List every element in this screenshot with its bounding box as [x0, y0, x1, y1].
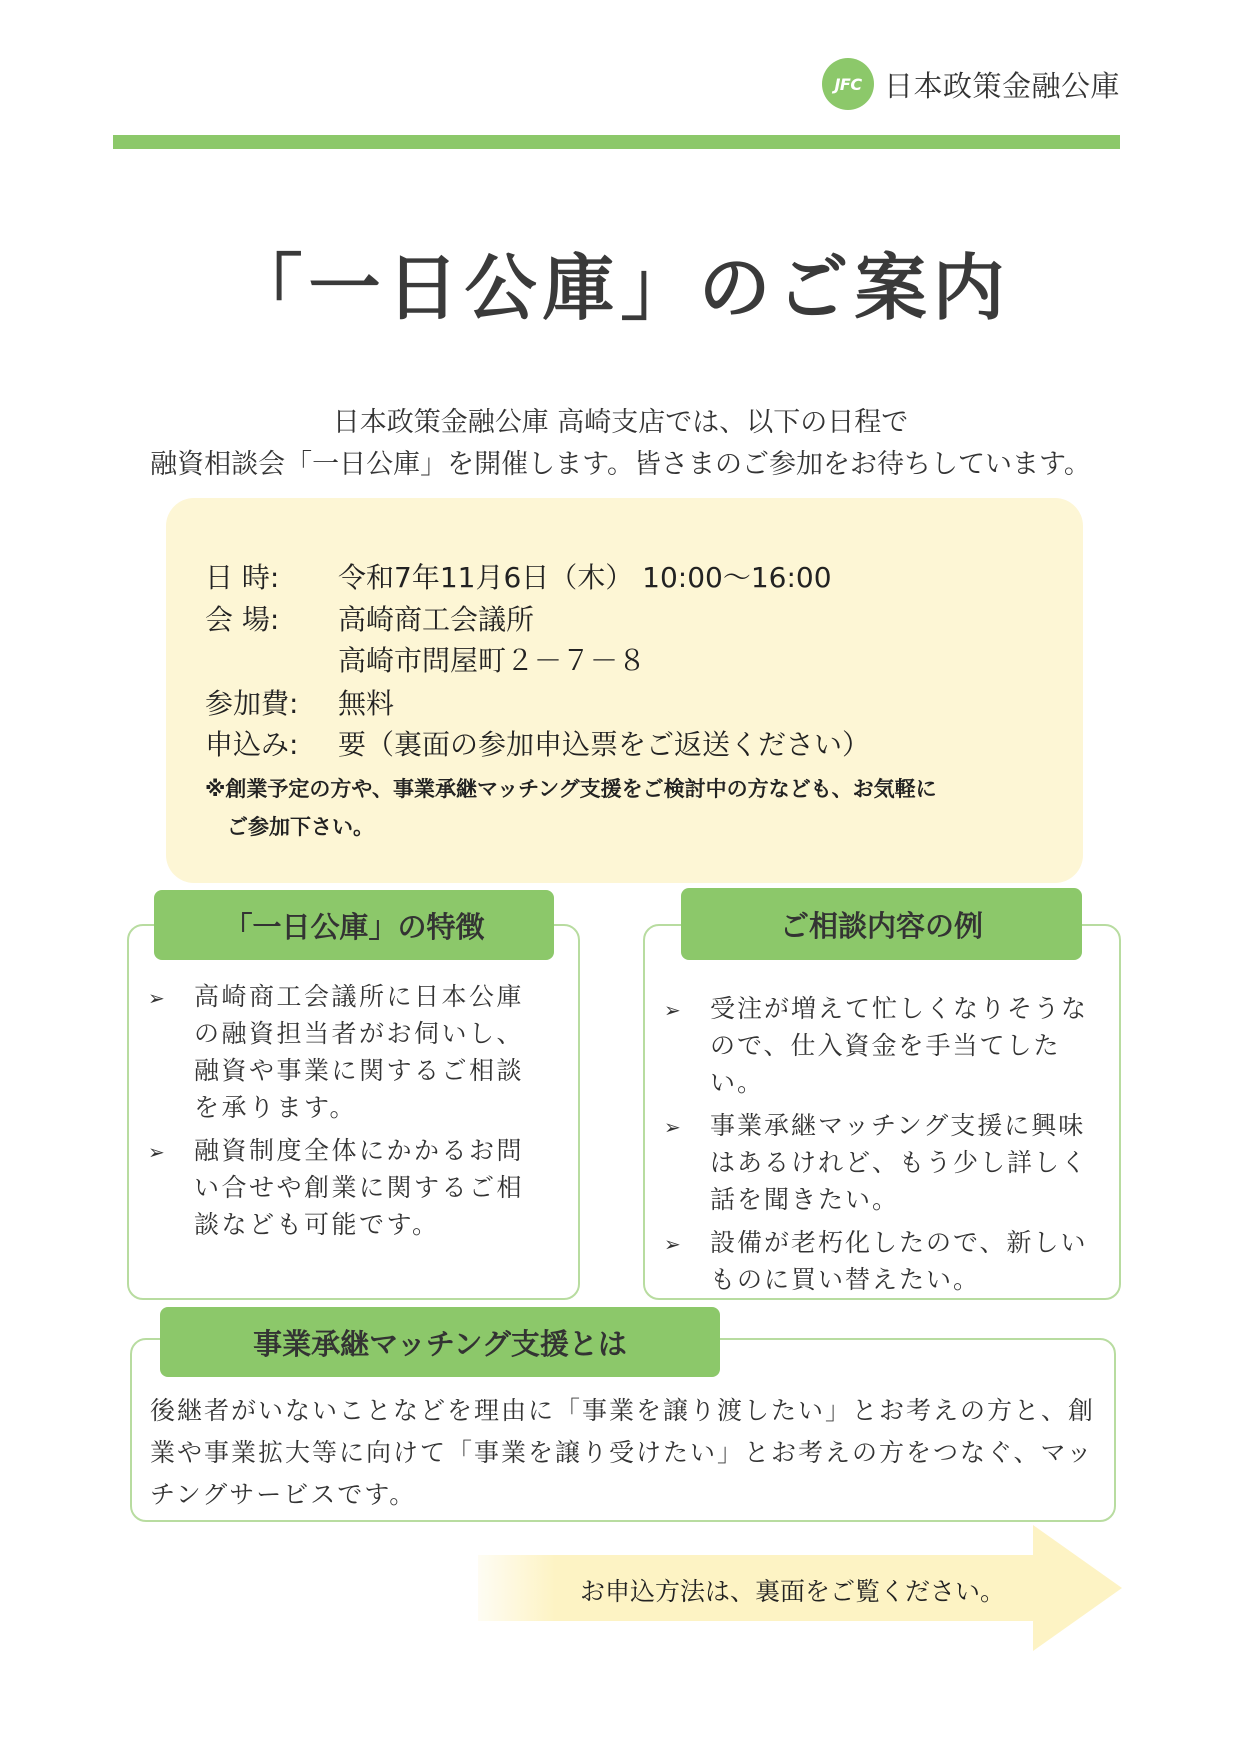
datetime-value: 令和7年11月6日（木） 10:00～16:00 — [338, 561, 832, 594]
matching-heading: 事業承継マッチング支援とは — [160, 1307, 720, 1377]
examples-list — [664, 990, 1096, 1304]
list-item-text: 設備が老朽化したので、新しいものに買い替えたい。 — [710, 1228, 1088, 1294]
list-item-text: 高崎商工会議所に日本公庫の融資担当者がお伺いし、融資や事業に関するご相談を承ります。 — [194, 982, 525, 1122]
venue-address: 高崎市問屋町２－７－８ — [338, 644, 647, 677]
list-item-text: 事業承継マッチング支援に興味はあるけれど、もう少し詳しく話を聞きたい。 — [710, 1111, 1089, 1214]
info-note-line-2: ご参加下さい。 — [227, 815, 374, 839]
page-title: 「一日公庫」のご案内 — [230, 246, 1011, 330]
apply-label: 申込み: — [205, 728, 299, 761]
venue-label: 会 場: — [205, 603, 280, 636]
fee-value: 無料 — [338, 687, 395, 720]
arrow-bullet-icon: ➢ — [664, 1115, 683, 1139]
list-item — [664, 1224, 1096, 1298]
list-item-text: 融資制度全体にかかるお問い合せや創業に関するご相談なども可能です。 — [194, 1136, 525, 1239]
datetime-row — [205, 556, 832, 596]
intro-line-1: 日本政策金融公庫 高崎支店では、以下の日程で — [332, 407, 909, 438]
jfc-logo-mark: JFC — [822, 58, 874, 110]
examples-heading: ご相談内容の例 — [681, 888, 1082, 960]
arrow-bullet-icon: ➢ — [148, 986, 168, 1010]
apply-value: 要（裏面の参加申込票をご返送ください） — [338, 728, 871, 761]
list-item — [148, 978, 548, 1126]
list-item — [148, 1132, 548, 1243]
venue-row — [205, 598, 534, 638]
info-note-line-1: ※創業予定の方や、事業承継マッチング支援をご検討中の方なども、お気軽に — [205, 777, 937, 801]
features-list — [148, 978, 548, 1249]
intro-line-2: 融資相談会「一日公庫」を開催します。皆さまのご参加をお待ちしています。 — [150, 449, 1091, 480]
fee-label: 参加費: — [205, 687, 299, 720]
info-note — [205, 770, 1065, 846]
list-item — [664, 1107, 1096, 1218]
arrow-bullet-icon: ➢ — [148, 1140, 168, 1164]
header-divider — [113, 135, 1120, 149]
features-heading: 「一日公庫」の特徴 — [154, 890, 554, 960]
datetime-label: 日 時: — [205, 561, 280, 594]
venue-value: 高崎商工会議所 — [338, 603, 535, 636]
fee-row — [205, 682, 394, 722]
arrow-bullet-icon: ➢ — [664, 1232, 683, 1256]
matching-description: 後継者がいないことなどを理由に「事業を譲り渡したい」とお考えの方と、創業や事業拡大等に向けて「事業を譲り受けたい」とお考えの方をつなぐ、マッチングサービスです。 — [150, 1396, 1096, 1509]
jfc-logo — [822, 58, 1120, 110]
arrow-bullet-icon: ➢ — [664, 998, 683, 1022]
venue-address-row — [205, 639, 646, 679]
organization-name: 日本政策金融公庫 — [884, 68, 1121, 103]
apply-instruction: お申込方法は、裏面をご覧ください。 — [580, 1577, 1006, 1606]
apply-row — [205, 723, 870, 763]
list-item — [664, 990, 1096, 1101]
list-item-text: 受注が増えて忙しくなりそうなので、仕入資金を手当てしたい。 — [710, 994, 1089, 1097]
